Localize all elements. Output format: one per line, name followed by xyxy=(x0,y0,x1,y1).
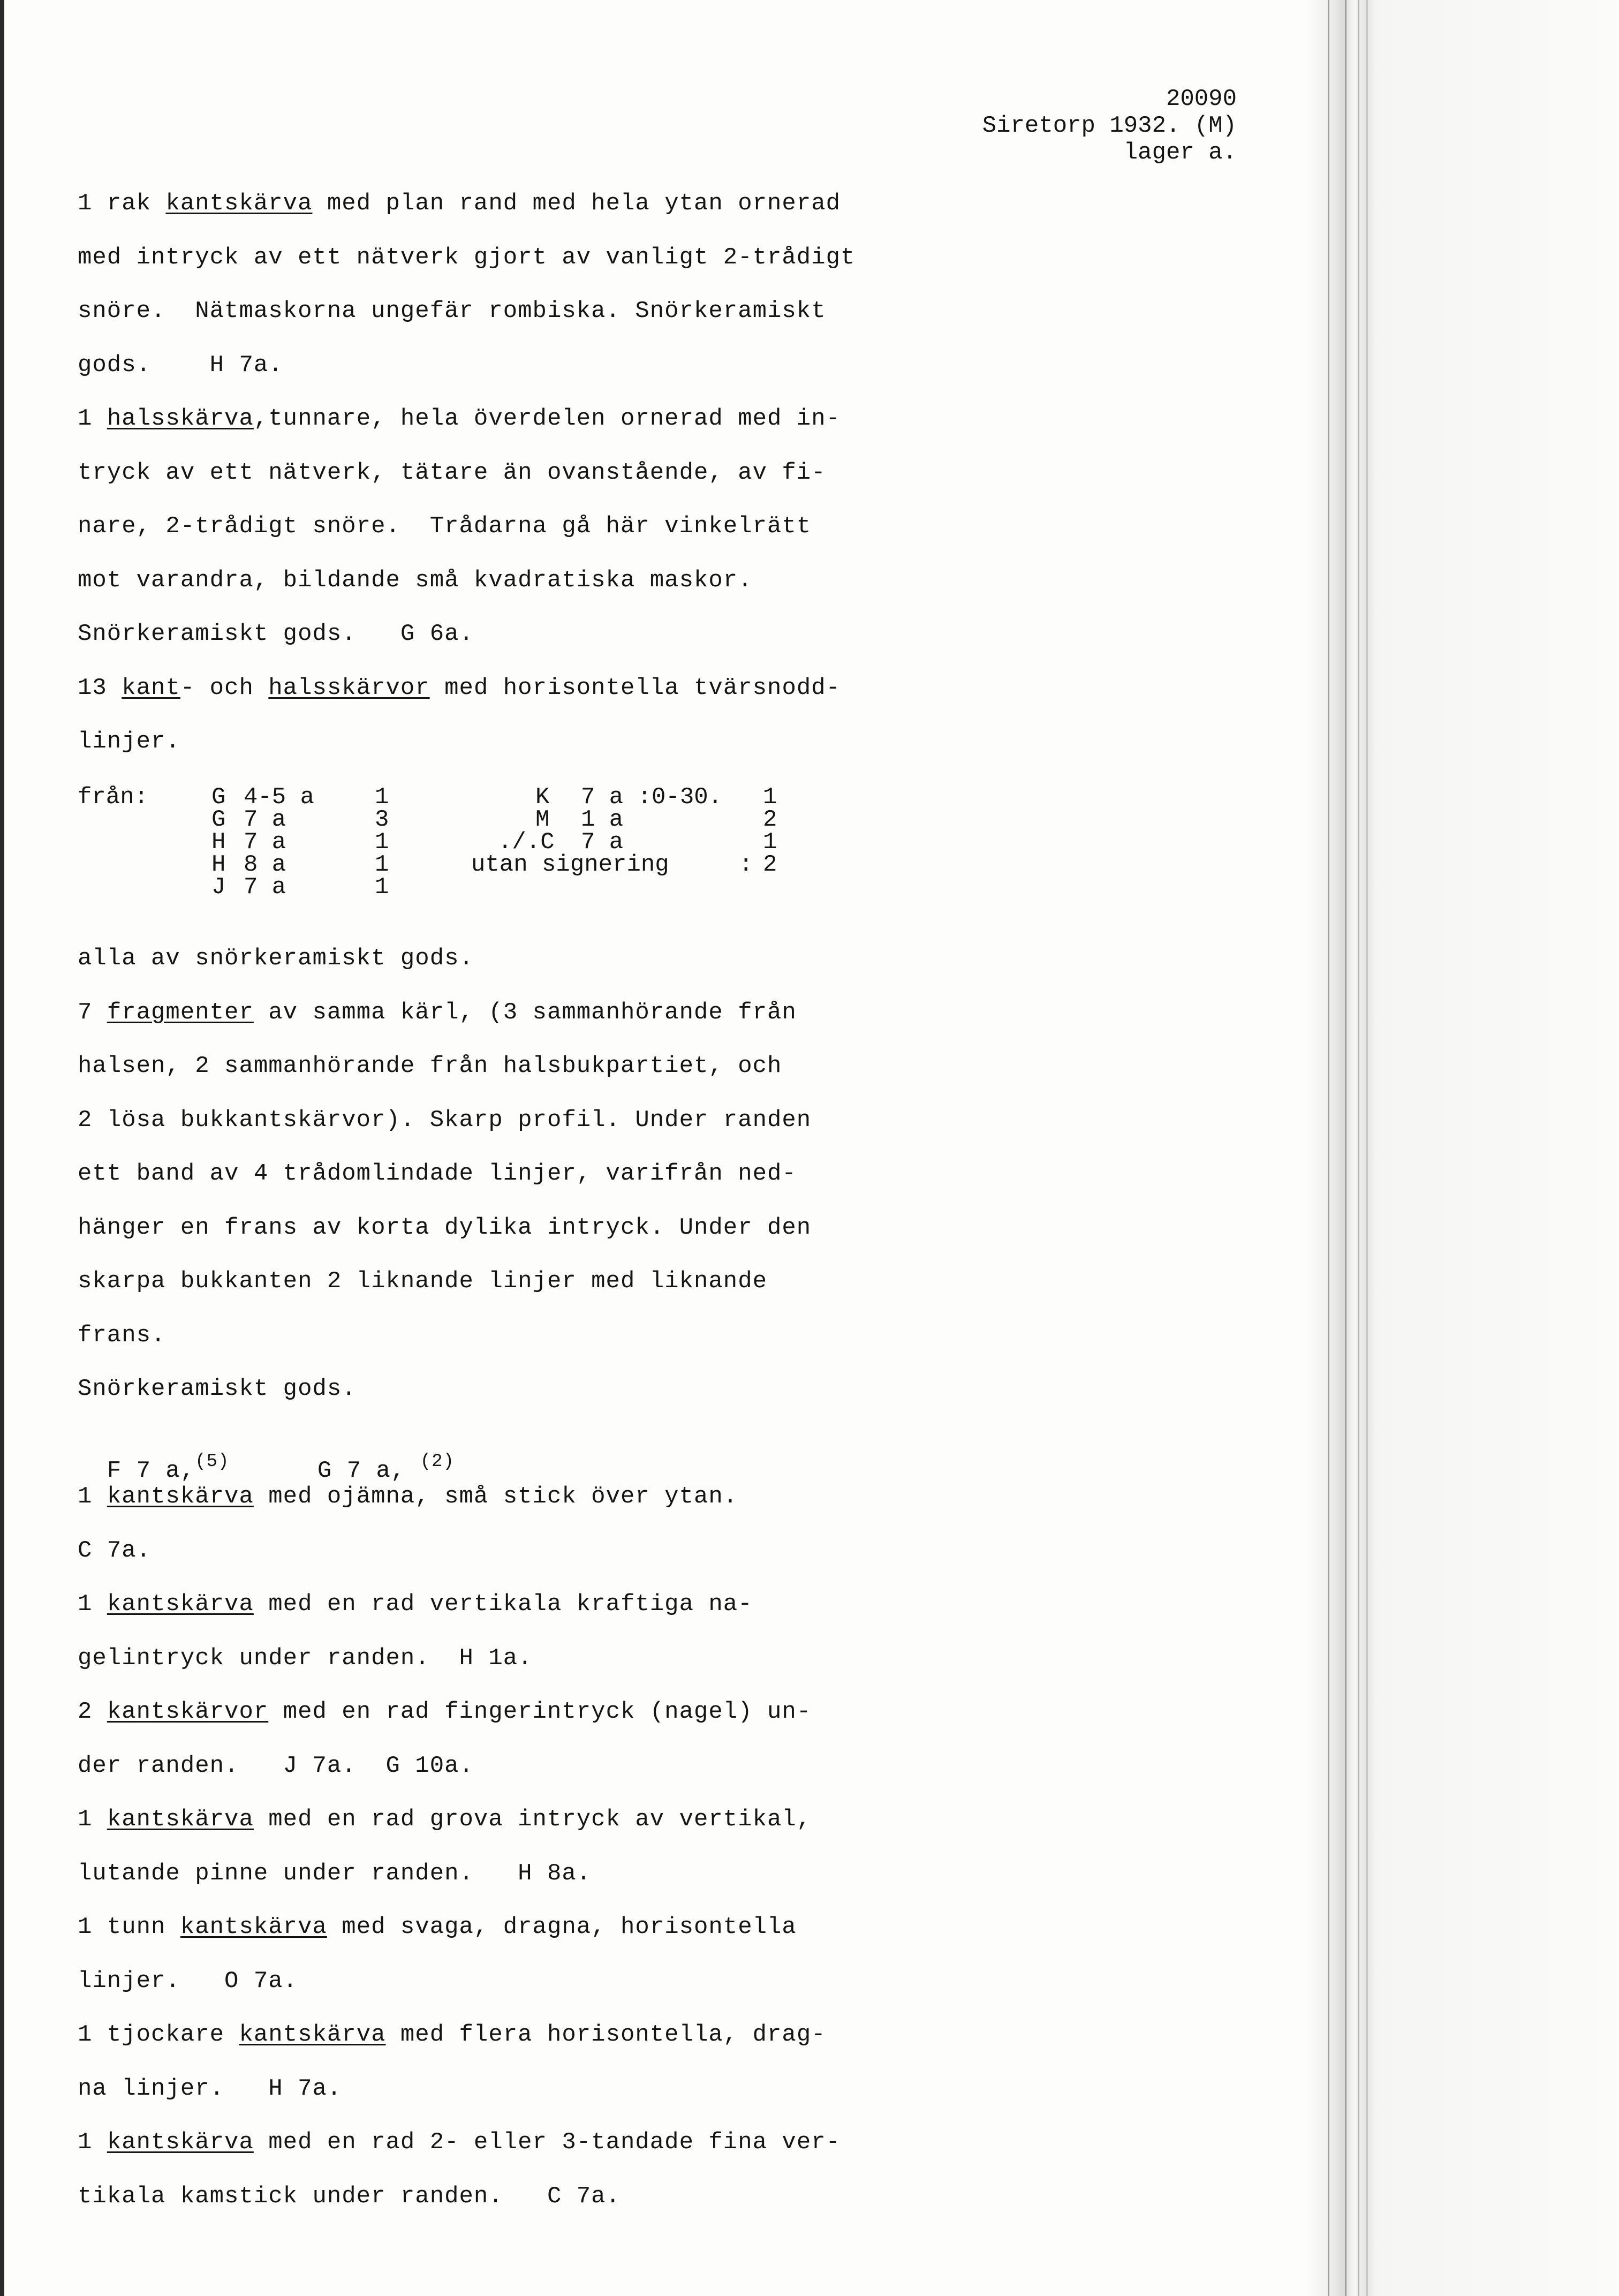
table-cell-square: utan signering xyxy=(471,851,669,878)
text-span: 1 xyxy=(78,405,107,432)
text-span: med ojämna, små stick över ytan. xyxy=(253,1483,738,1510)
text-line xyxy=(78,298,826,324)
text-span: linjer. xyxy=(78,728,180,755)
underlined-term: kantskärva xyxy=(107,1483,254,1510)
text-span: med flera horisontella, drag- xyxy=(385,2021,826,2048)
underlined-term: kantskärva xyxy=(107,1591,254,1618)
layer-label: lager a. xyxy=(1123,139,1237,166)
binding-edge xyxy=(1306,0,1619,2296)
text-span: snöre. Nätmaskorna ungefär rombiska. Snörkeramiskt xyxy=(78,298,826,324)
text-span: ett band av 4 trådomlindade linjer, varifrån ned- xyxy=(78,1160,797,1187)
site-and-year: Siretorp 1932. (M) xyxy=(982,112,1237,139)
fragment-references xyxy=(78,1431,455,1484)
text-span: med en rad vertikala kraftiga na- xyxy=(253,1591,753,1618)
text-span: C 7a. xyxy=(78,1537,152,1564)
table-label: från: xyxy=(78,784,149,811)
binding-line xyxy=(1358,0,1359,2296)
text-line xyxy=(78,999,797,1026)
table-cell-level: 1 a xyxy=(581,806,624,833)
table-cell-count: 2 xyxy=(763,851,777,878)
text-line xyxy=(78,190,841,217)
text-span: med intryck av ett nätverk gjort av vanligt 2-trådigt xyxy=(78,244,856,271)
table-cell-count: 2 xyxy=(763,806,777,833)
text-span: 13 xyxy=(78,674,122,701)
table-cell-square: H xyxy=(211,829,226,856)
table-cell-count: 1 xyxy=(763,784,777,811)
text-line xyxy=(78,1698,811,1725)
text-span: skarpa bukkanten 2 liknande linjer med liknande xyxy=(78,1268,768,1295)
fragment-ref-b: G 7 a, xyxy=(317,1457,406,1484)
text-span: halsen, 2 sammanhörande från halsbukpartiet, och xyxy=(78,1053,782,1079)
text-span: 1 rak xyxy=(78,190,166,217)
underlined-term: kant xyxy=(122,674,180,701)
underlined-term: halsskärva xyxy=(107,405,254,432)
text-line xyxy=(78,1753,474,1779)
text-span: med svaga, dragna, horisontella xyxy=(327,1914,797,1940)
underlined-term: kantskärva xyxy=(165,190,313,217)
table-cell-level: 7 a xyxy=(244,806,286,833)
text-span: 1 tjockare xyxy=(78,2021,239,2048)
table-cell-count: 1 xyxy=(375,829,389,856)
fragment-ref-a: F 7 a, xyxy=(107,1457,195,1484)
text-span: 1 tunn xyxy=(78,1914,180,1940)
text-line xyxy=(78,1537,151,1564)
text-span: av samma kärl, (3 sammanhörande från xyxy=(253,999,797,1026)
table-cell-count: 1 xyxy=(763,829,777,856)
text-span: 2 xyxy=(78,1698,107,1725)
text-line xyxy=(78,1591,753,1618)
underlined-term: kantskärva xyxy=(180,1914,327,1940)
text-line xyxy=(78,2021,826,2048)
text-line xyxy=(78,2183,621,2210)
text-line xyxy=(78,1376,357,1402)
page-edge xyxy=(0,0,4,2296)
text-span: tikala kamstick under randen. C 7a. xyxy=(78,2182,621,2210)
text-line xyxy=(78,1053,782,1079)
table-cell-square: H xyxy=(211,851,226,878)
text-line xyxy=(78,244,855,271)
text-line xyxy=(78,1914,797,1940)
text-span: gods. H 7a. xyxy=(78,351,283,379)
text-line xyxy=(78,405,841,432)
underlined-term: kantskärva xyxy=(107,2129,254,2156)
fragment-ref-b-count: (2) xyxy=(420,1452,455,1472)
table-cell-level: 8 a xyxy=(244,851,286,878)
text-span: gelintryck under randen. H 1a. xyxy=(78,1644,533,1672)
text-line xyxy=(78,352,283,379)
table-cell-count: 3 xyxy=(375,806,389,833)
text-line xyxy=(78,1483,738,1510)
text-line xyxy=(78,1806,811,1833)
table-cell-level: 7 a :0-30. xyxy=(581,784,723,811)
text-line xyxy=(78,1968,298,1995)
text-span: mot varandra, bildande små kvadratiska maskor. xyxy=(78,567,753,594)
table-cell-square: K xyxy=(535,784,550,811)
text-line xyxy=(78,459,826,486)
text-line xyxy=(78,945,474,972)
table-cell-square: M xyxy=(535,806,550,833)
text-span: hänger en frans av korta dylika intryck. Under den xyxy=(78,1214,812,1241)
catalog-header xyxy=(937,86,1237,166)
text-line xyxy=(78,1214,811,1241)
text-span: med en rad 2- eller 3-tandade fina ver- xyxy=(253,2129,841,2156)
text-span: 7 xyxy=(78,999,107,1026)
table-cell-level: 7 a xyxy=(581,829,624,856)
text-span: med en rad grova intryck av vertikal, xyxy=(253,1806,812,1833)
text-span: Snörkeramiskt gods. xyxy=(78,1376,357,1402)
binding-line xyxy=(1345,0,1346,2296)
text-line xyxy=(78,675,841,701)
text-line xyxy=(78,728,180,755)
underlined-term: kantskärvor xyxy=(107,1698,269,1725)
table-cell-square: J xyxy=(211,874,226,901)
text-span: Snörkeramiskt gods. G 6a. xyxy=(78,621,474,647)
text-span: med plan rand med hela ytan ornerad xyxy=(312,190,841,217)
catalog-number: 20090 xyxy=(1166,86,1237,112)
table-cell-level: 7 a xyxy=(244,874,286,901)
text-line xyxy=(78,513,811,540)
text-span: med en rad fingerintryck (nagel) un- xyxy=(268,1698,812,1725)
text-span: na linjer. H 7a. xyxy=(78,2075,342,2102)
table-cell-count: 1 xyxy=(375,874,389,901)
text-line xyxy=(78,1645,533,1672)
text-span: ,tunnare, hela överdelen ornerad med in- xyxy=(253,405,841,432)
text-span: 1 xyxy=(78,1591,107,1618)
text-span: 1 xyxy=(78,1806,107,1833)
binding-line xyxy=(1366,0,1368,2296)
underlined-term: halsskärvor xyxy=(268,674,430,701)
binding-line xyxy=(1328,0,1329,2296)
text-span: tryck av ett nätverk, tätare än ovanstående, av fi- xyxy=(78,459,826,486)
table-cell-count: 1 xyxy=(375,851,389,878)
table-cell-square: ./.C xyxy=(498,829,555,856)
underlined-term: kantskärva xyxy=(107,1806,254,1833)
underlined-term: kantskärva xyxy=(239,2021,386,2048)
text-span: lutande pinne under randen. H 8a. xyxy=(78,1860,592,1887)
table-cell-level: : xyxy=(739,851,753,878)
text-span: der randen. J 7a. G 10a. xyxy=(78,1752,474,1779)
fragment-ref-a-count: (5) xyxy=(195,1452,230,1472)
text-span: linjer. O 7a. xyxy=(78,1967,298,1995)
text-line xyxy=(78,2129,841,2156)
text-span: med horisontella tvärsnodd- xyxy=(429,674,841,701)
text-span: alla av snörkeramiskt gods. xyxy=(78,945,474,972)
text-line xyxy=(78,1107,811,1134)
table-cell-square: G xyxy=(211,806,226,833)
text-line xyxy=(78,1860,591,1887)
text-span: 1 xyxy=(78,1483,107,1510)
text-span: frans. xyxy=(78,1321,166,1349)
text-line xyxy=(78,1160,797,1187)
table-cell-level: 7 a xyxy=(244,829,286,856)
text-span: - och xyxy=(180,674,269,701)
text-line xyxy=(78,567,753,594)
table-cell-level: 4-5 a xyxy=(244,784,315,811)
text-span: nare, 2-trådigt snöre. Trådarna gå här vinkelrätt xyxy=(78,513,812,540)
text-line xyxy=(78,621,474,647)
underlined-term: fragmenter xyxy=(107,999,254,1026)
text-line xyxy=(78,1268,767,1295)
table-cell-square: G xyxy=(211,784,226,811)
text-line xyxy=(78,1322,165,1349)
table-cell-count: 1 xyxy=(375,784,389,811)
text-span: 2 lösa bukkantskärvor). Skarp profil. Under randen xyxy=(78,1106,812,1134)
text-line xyxy=(78,2075,342,2102)
text-span: 1 xyxy=(78,2129,107,2156)
